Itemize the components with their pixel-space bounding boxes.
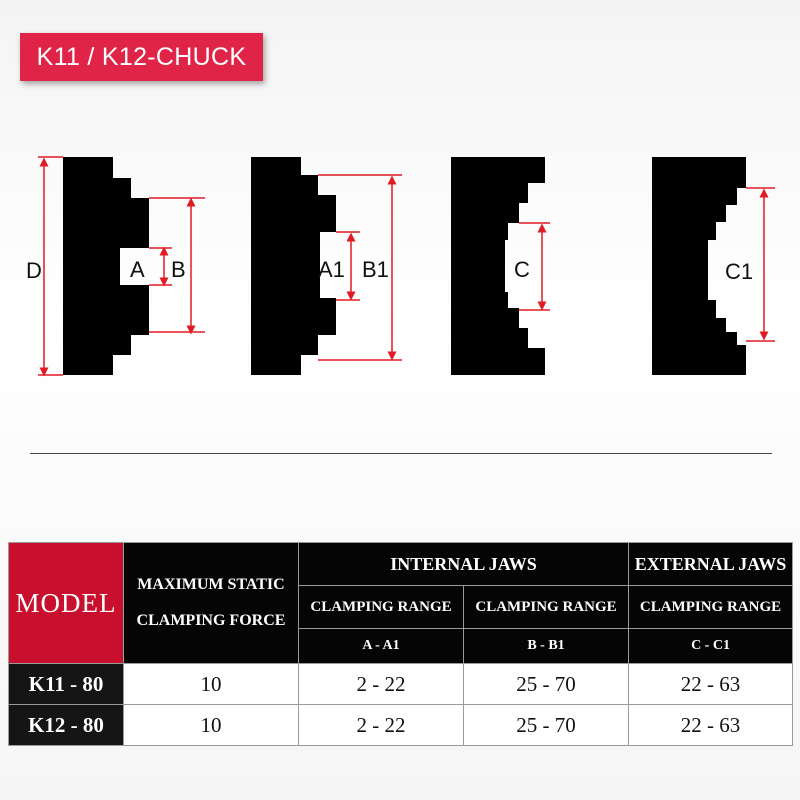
internal-jaws-header: INTERNAL JAWS: [299, 543, 629, 586]
section-divider: [30, 453, 772, 454]
row-model: K12 - 80: [9, 705, 124, 746]
table-row: [9, 664, 793, 705]
label-b1: B1: [362, 257, 389, 282]
range-code-c: C - C1: [629, 629, 793, 664]
row-force: 10: [124, 705, 299, 746]
row-range-b: 25 - 70: [464, 705, 629, 746]
clamping-range-internal-a: CLAMPING RANGE: [299, 586, 464, 629]
external-jaws-header: EXTERNAL JAWS: [629, 543, 793, 586]
row-range-c: 22 - 63: [629, 705, 793, 746]
range-code-b: B - B1: [464, 629, 629, 664]
row-range-a: 2 - 22: [299, 664, 464, 705]
chuck-title-badge: K11 / K12-CHUCK: [20, 33, 263, 81]
force-header: MAXIMUM STATIC CLAMPING FORCE: [124, 543, 299, 664]
row-range-c: 22 - 63: [629, 664, 793, 705]
row-model: K11 - 80: [9, 664, 124, 705]
row-range-a: 2 - 22: [299, 705, 464, 746]
row-force: 10: [124, 664, 299, 705]
label-a1: A1: [318, 257, 345, 282]
spec-table: [8, 542, 793, 746]
clamping-range-internal-b: CLAMPING RANGE: [464, 586, 629, 629]
label-c: C: [514, 257, 530, 282]
label-b: B: [171, 257, 186, 282]
model-header: MODEL: [9, 543, 124, 664]
label-a: A: [130, 257, 145, 282]
clamping-range-external: CLAMPING RANGE: [629, 586, 793, 629]
jaw-3-outline: [451, 157, 545, 375]
label-c1: C1: [725, 259, 754, 284]
row-range-b: 25 - 70: [464, 664, 629, 705]
table-row: [9, 705, 793, 746]
range-code-a: A - A1: [299, 629, 464, 664]
label-d: D: [26, 258, 42, 283]
